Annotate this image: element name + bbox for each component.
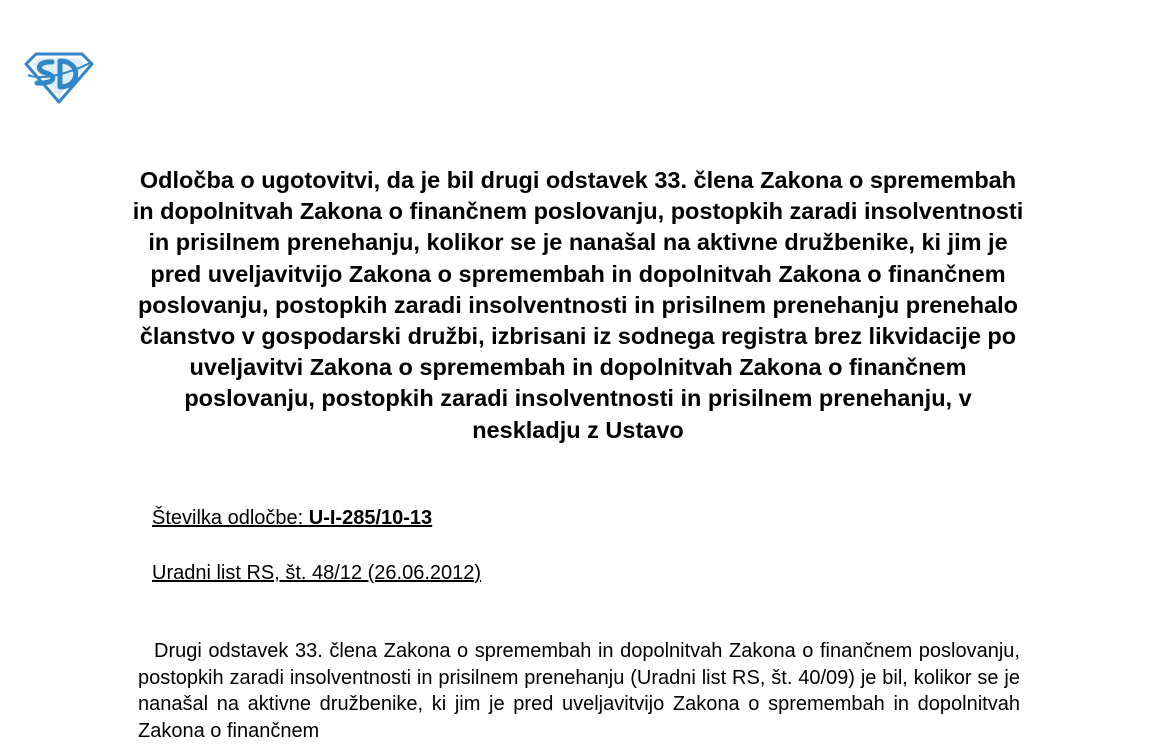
document-body-paragraph: Drugi odstavek 33. člena Zakona o spremembah in dopolnitvah Zakona o finančnem poslovanju, postopkih zaradi insolventnosti in prisilnem prenehanju (Uradni list RS, št. 40/09) je bil, kolikor se je nanašal na aktivne družbenike, ki jim je pred uveljavitvijo Zakona o spremembah in dopolnitvah Zakona o finančnem <box>138 640 1020 742</box>
decision-number-value: U-I-285/10-13 <box>308 507 433 529</box>
official-gazette-link[interactable]: Uradni list RS, št. 48/12 (26.06.2012) <box>152 562 482 584</box>
decision-number-label: Številka odločbe: <box>152 507 309 529</box>
decision-number-link[interactable] <box>152 506 432 530</box>
document-title: Odločba o ugotovitvi, da je bil drugi odstavek 33. člena Zakona o spremembah in dopolnitvah Zakona o finančnem poslovanju, postopkih zaradi insolventnosti in prisilnem prenehanju, kolikor se je nanašal na aktivne družbenike, ki jim je pred uveljavitvijo Zakona o spremembah in dopolnitvah Zakona o finančnem poslovanju, postopkih zaradi insolventnosti in prisilnem prenehanju prenehalo članstvo v gospodarski družbi, izbrisani iz sodnega registra brez likvidacije po uveljavitvi Zakona o spremembah in dopolnitvah Zakona o finančnem poslovanju, postopkih zaradi insolventnosti in prisilnem prenehanju, v neskladju z Ustavo <box>132 167 1024 443</box>
sd-logo-icon <box>22 50 96 104</box>
